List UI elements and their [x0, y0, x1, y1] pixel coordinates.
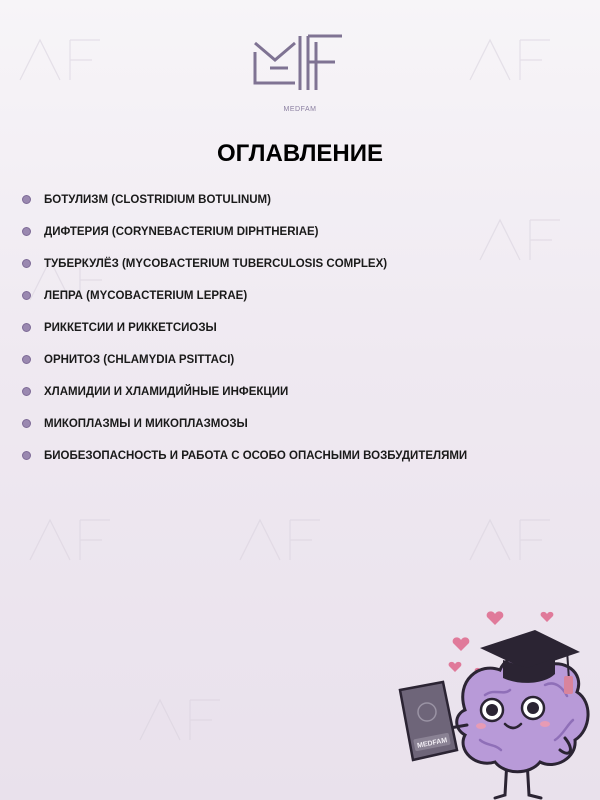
toc-item-label: ТУБЕРКУЛЁЗ (MYCOBACTERIUM TUBERCULOSIS COMPLEX) — [44, 258, 388, 270]
toc-item[interactable] — [22, 312, 582, 344]
bullet-icon — [22, 227, 31, 236]
toc-item-label: ХЛАМИДИИ И ХЛАМИДИЙНЫЕ ИНФЕКЦИИ — [44, 386, 289, 398]
toc-item-label: БИОБЕЗОПАСНОСТЬ И РАБОТА С ОСОБО ОПАСНЫМИ ВОЗБУДИТЕЛЯМИ — [44, 450, 468, 462]
toc-item[interactable] — [22, 344, 582, 376]
logo-caption: MEDFAM — [283, 106, 317, 113]
toc-item[interactable] — [22, 440, 582, 472]
bullet-icon — [22, 419, 31, 428]
brain-mascot-illustration — [395, 600, 600, 800]
toc-item-label: МИКОПЛАЗМЫ И МИКОПЛАЗМОЗЫ — [44, 418, 248, 430]
toc-item[interactable] — [22, 280, 582, 312]
table-of-contents — [22, 184, 582, 472]
toc-item-label: ЛЕПРА (MYCOBACTERIUM LEPRAE) — [44, 290, 248, 302]
book-label: MEDFAM — [416, 737, 448, 750]
bullet-icon — [22, 323, 31, 332]
bullet-icon — [22, 259, 31, 268]
toc-item[interactable] — [22, 376, 582, 408]
toc-item-label: БОТУЛИЗМ (CLOSTRIDIUM BOTULINUM) — [44, 194, 271, 206]
bullet-icon — [22, 387, 31, 396]
medfam-logo — [250, 28, 350, 118]
toc-item[interactable] — [22, 216, 582, 248]
toc-item-label: РИККЕТСИИ И РИККЕТСИОЗЫ — [44, 322, 217, 334]
page-title: ОГЛАВЛЕНИЕ — [216, 140, 384, 167]
bullet-icon — [22, 195, 31, 204]
toc-item-label: ДИФТЕРИЯ (CORYNEBACTERIUM DIPHTHERIAE) — [44, 226, 319, 238]
toc-item[interactable] — [22, 408, 582, 440]
bullet-icon — [22, 355, 31, 364]
bullet-icon — [22, 451, 31, 460]
toc-item-label: ОРНИТОЗ (CHLAMYDIA PSITTACI) — [44, 354, 235, 366]
book-icon — [400, 682, 457, 760]
toc-item[interactable] — [22, 248, 582, 280]
toc-item[interactable] — [22, 184, 582, 216]
bullet-icon — [22, 291, 31, 300]
